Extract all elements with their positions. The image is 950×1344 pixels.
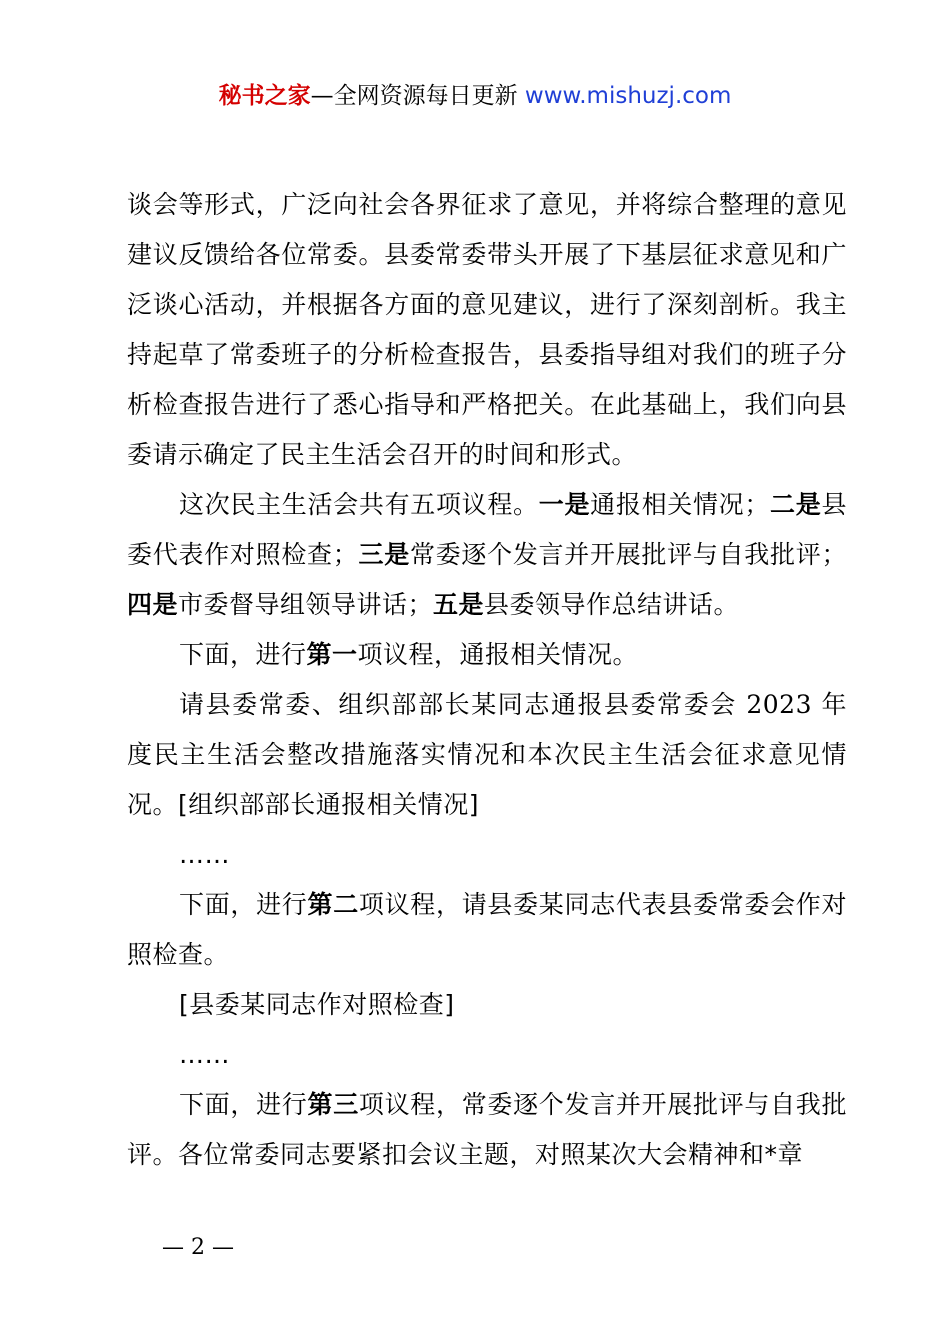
bold-text: 一是 (538, 490, 591, 519)
page-number: — 2 — (162, 1235, 234, 1260)
bold-text: 四是 (127, 590, 179, 619)
header-slogan: —全网资源每日更新 (310, 83, 525, 109)
text: 年度民主生活会整改措施落实情况和本次民主生活会征求意见情况。[组织部部长通报相关情况] (127, 690, 847, 819)
text: 下面，进行 (179, 640, 307, 669)
bold-text: 第一 (306, 640, 358, 669)
header-brand: 秘书之家 (218, 83, 311, 109)
text: 这次民主生活会共有五项议程。 (179, 490, 539, 519)
paragraph-7: [县委某同志作对照检查] (179, 990, 455, 1019)
paragraph-6 (127, 880, 847, 980)
document-body (127, 180, 847, 1180)
text: 下面，进行 (179, 890, 308, 919)
text: 项议程，请县委某同志代表县委常委会作对照检查。 (127, 890, 847, 969)
bold-text: 第二 (307, 890, 359, 919)
text: 常委逐个发言并开展批评与自我批评； (409, 540, 847, 569)
bold-text: 第三 (307, 1090, 359, 1119)
bold-text: 五是 (433, 590, 485, 619)
year-text: 2023 (746, 690, 812, 719)
text: 项议程，通报相关情况。 (357, 640, 639, 669)
text: 通报相关情况； (590, 490, 770, 519)
text: 下面，进行 (179, 1090, 308, 1119)
header-site-url[interactable]: www.mishuzj.com (524, 83, 732, 109)
paragraph-3 (127, 630, 847, 680)
paragraph-5: …… (179, 840, 230, 869)
text: 县委领导作总结讲话。 (484, 590, 740, 619)
text: 市委督导组领导讲话； (178, 590, 434, 619)
bold-text: 二是 (769, 490, 822, 519)
paragraph-8: …… (179, 1040, 230, 1069)
text: 县委代表作对照检查； (127, 490, 847, 569)
text: 请县委常委、组织部部长某同志通报县委常委会 (179, 690, 747, 719)
bold-text: 三是 (358, 540, 410, 569)
text: 项议程，常委逐个发言并开展批评与自我批评。各位常委同志要紧扣会议主题，对照某次大会精神和*章 (127, 1090, 847, 1169)
paragraph-9 (127, 1080, 847, 1180)
paragraph-1: 谈会等形式，广泛向社会各界征求了意见，并将综合整理的意见建议反馈给各位常委。县委常委带头开展了下基层征求意见和广泛谈心活动，并根据各方面的意见建议，进行了深刻剖析。我主持起草了常委班子的分析检查报告，县委指导组对我们的班子分析检查报告进行了悉心指导和严格把关。在此基础上，我们向县委请示确定了民主生活会召开的时间和形式。 (127, 190, 847, 469)
paragraph-4 (127, 680, 847, 830)
page-header (0, 80, 950, 112)
paragraph-2 (127, 480, 847, 630)
